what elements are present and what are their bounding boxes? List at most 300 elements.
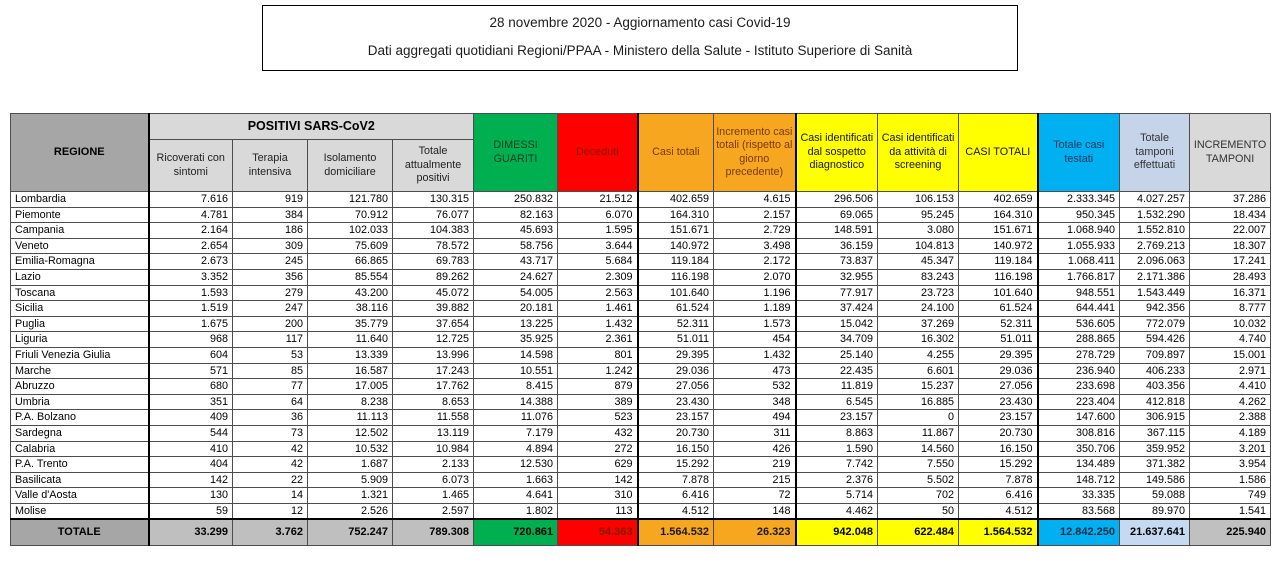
cell-casi-totali: 164.310	[638, 207, 714, 223]
region-name: Emilia-Romagna	[11, 254, 149, 270]
cell-isolamento-domiciliare: 70.912	[308, 207, 393, 223]
cell-ricoverati-con-sintomi: 142	[149, 472, 233, 488]
cell-sospetto-diagnostico: 36.159	[796, 238, 878, 254]
cell-incremento-tamponi: 37.286	[1190, 192, 1271, 208]
cell-casi-totali-riepilogo: 23.157	[959, 410, 1038, 426]
cell-terapia-intensiva: 64	[233, 394, 308, 410]
cell-attivita-screening: 23.723	[878, 285, 959, 301]
region-name: Umbria	[11, 394, 149, 410]
region-name: Marche	[11, 363, 149, 379]
cell-terapia-intensiva: 279	[233, 285, 308, 301]
cell-totale-attualmente-positivi: 37.654	[393, 316, 474, 332]
cell-totale-tamponi: 306.915	[1120, 410, 1190, 426]
region-name: Campania	[11, 223, 149, 239]
cell-totale-casi-testati: 1.766.817	[1038, 269, 1120, 285]
cell-terapia-intensiva: 42	[233, 457, 308, 473]
cell-casi-totali: 140.972	[638, 238, 714, 254]
cell-attivita-screening: 11.867	[878, 425, 959, 441]
totale-cell-totale-casi-testati: 12.842.250	[1038, 519, 1120, 545]
cell-deceduti: 2.361	[558, 332, 638, 348]
cell-incremento-tamponi: 749	[1190, 488, 1271, 504]
region-name: P.A. Trento	[11, 457, 149, 473]
cell-totale-tamponi: 359.952	[1120, 441, 1190, 457]
cell-isolamento-domiciliare: 11.640	[308, 332, 393, 348]
cell-isolamento-domiciliare: 75.609	[308, 238, 393, 254]
cell-isolamento-domiciliare: 121.780	[308, 192, 393, 208]
cell-incremento-casi-totali: 215	[714, 472, 796, 488]
cell-incremento-casi-totali: 3.498	[714, 238, 796, 254]
cell-totale-casi-testati: 1.068.940	[1038, 223, 1120, 239]
cell-incremento-tamponi: 10.032	[1190, 316, 1271, 332]
col-header-totale-casi-testati: Totale casi testati	[1038, 114, 1120, 192]
totale-cell-deceduti: 54.363	[558, 519, 638, 545]
cell-casi-totali-riepilogo: 116.198	[959, 269, 1038, 285]
cell-attivita-screening: 5.502	[878, 472, 959, 488]
cell-dimessi-guariti: 1.663	[474, 472, 558, 488]
cell-isolamento-domiciliare: 8.238	[308, 394, 393, 410]
cell-casi-totali: 29.036	[638, 363, 714, 379]
region-name: Piemonte	[11, 207, 149, 223]
cell-casi-totali: 151.671	[638, 223, 714, 239]
table-row	[11, 441, 1271, 457]
cell-incremento-casi-totali: 348	[714, 394, 796, 410]
cell-sospetto-diagnostico: 8.863	[796, 425, 878, 441]
col-header-totale-tamponi: Totale tamponi effettuati	[1120, 114, 1190, 192]
cell-totale-tamponi: 2.096.063	[1120, 254, 1190, 270]
cell-incremento-tamponi: 15.001	[1190, 347, 1271, 363]
cell-sospetto-diagnostico: 7.742	[796, 457, 878, 473]
region-name: P.A. Bolzano	[11, 410, 149, 426]
cell-incremento-casi-totali: 4.615	[714, 192, 796, 208]
region-name: Veneto	[11, 238, 149, 254]
cell-totale-casi-testati: 1.068.411	[1038, 254, 1120, 270]
cell-totale-tamponi: 1.543.449	[1120, 285, 1190, 301]
table-row	[11, 192, 1271, 208]
cell-incremento-casi-totali: 2.070	[714, 269, 796, 285]
cell-totale-casi-testati: 223.404	[1038, 394, 1120, 410]
cell-sospetto-diagnostico: 25.140	[796, 347, 878, 363]
table-row	[11, 269, 1271, 285]
cell-totale-tamponi: 942.356	[1120, 301, 1190, 317]
cell-casi-totali-riepilogo: 119.184	[959, 254, 1038, 270]
cell-deceduti: 432	[558, 425, 638, 441]
cell-isolamento-domiciliare: 102.033	[308, 223, 393, 239]
cell-casi-totali: 101.640	[638, 285, 714, 301]
cell-incremento-tamponi: 3.954	[1190, 457, 1271, 473]
cell-deceduti: 801	[558, 347, 638, 363]
cell-incremento-casi-totali: 1.573	[714, 316, 796, 332]
cell-isolamento-domiciliare: 1.687	[308, 457, 393, 473]
table-row	[11, 410, 1271, 426]
cell-deceduti: 1.242	[558, 363, 638, 379]
cell-sospetto-diagnostico: 34.709	[796, 332, 878, 348]
cell-isolamento-domiciliare: 5.909	[308, 472, 393, 488]
cell-dimessi-guariti: 14.388	[474, 394, 558, 410]
cell-ricoverati-con-sintomi: 7.616	[149, 192, 233, 208]
cell-casi-totali-riepilogo: 52.311	[959, 316, 1038, 332]
cell-isolamento-domiciliare: 1.321	[308, 488, 393, 504]
cell-incremento-casi-totali: 1.432	[714, 347, 796, 363]
cell-casi-totali-riepilogo: 7.878	[959, 472, 1038, 488]
cell-incremento-tamponi: 1.586	[1190, 472, 1271, 488]
cell-incremento-casi-totali: 426	[714, 441, 796, 457]
table-row	[11, 316, 1271, 332]
region-name: Calabria	[11, 441, 149, 457]
cell-totale-tamponi: 4.027.257	[1120, 192, 1190, 208]
cell-casi-totali-riepilogo: 4.512	[959, 503, 1038, 519]
cell-totale-attualmente-positivi: 6.073	[393, 472, 474, 488]
col-header-ricoverati-con-sintomi: Ricoverati con sintomi	[149, 140, 233, 192]
cell-casi-totali: 51.011	[638, 332, 714, 348]
cell-isolamento-domiciliare: 2.526	[308, 503, 393, 519]
cell-casi-totali: 61.524	[638, 301, 714, 317]
cell-sospetto-diagnostico: 1.590	[796, 441, 878, 457]
col-header-casi-totali-riepilogo: CASI TOTALI	[959, 114, 1038, 192]
totale-cell-totale-attualmente-positivi: 789.308	[393, 519, 474, 545]
cell-totale-attualmente-positivi: 13.996	[393, 347, 474, 363]
totale-cell-isolamento-domiciliare: 752.247	[308, 519, 393, 545]
cell-totale-casi-testati: 33.335	[1038, 488, 1120, 504]
table-row	[11, 207, 1271, 223]
table-row	[11, 363, 1271, 379]
cell-casi-totali-riepilogo: 6.416	[959, 488, 1038, 504]
cell-ricoverati-con-sintomi: 2.164	[149, 223, 233, 239]
col-header-regione: REGIONE	[11, 114, 149, 192]
cell-deceduti: 142	[558, 472, 638, 488]
cell-dimessi-guariti: 14.598	[474, 347, 558, 363]
cell-totale-tamponi: 709.897	[1120, 347, 1190, 363]
col-group-positivi-sars-cov2: POSITIVI SARS-CoV2	[149, 114, 474, 140]
totale-cell-incremento-casi-totali: 26.323	[714, 519, 796, 545]
cell-incremento-tamponi: 16.371	[1190, 285, 1271, 301]
cell-totale-attualmente-positivi: 130.315	[393, 192, 474, 208]
cell-attivita-screening: 45.347	[878, 254, 959, 270]
cell-deceduti: 629	[558, 457, 638, 473]
cell-terapia-intensiva: 77	[233, 379, 308, 395]
cell-incremento-tamponi: 18.434	[1190, 207, 1271, 223]
cell-isolamento-domiciliare: 38.116	[308, 301, 393, 317]
cell-deceduti: 2.309	[558, 269, 638, 285]
region-name: Lazio	[11, 269, 149, 285]
cell-incremento-tamponi: 3.201	[1190, 441, 1271, 457]
cell-sospetto-diagnostico: 148.591	[796, 223, 878, 239]
cell-totale-tamponi: 406.233	[1120, 363, 1190, 379]
table-row	[11, 223, 1271, 239]
cell-casi-totali-riepilogo: 15.292	[959, 457, 1038, 473]
cell-totale-attualmente-positivi: 17.762	[393, 379, 474, 395]
cell-attivita-screening: 16.885	[878, 394, 959, 410]
cell-totale-tamponi: 1.532.290	[1120, 207, 1190, 223]
cell-attivita-screening: 106.153	[878, 192, 959, 208]
cell-incremento-tamponi: 22.007	[1190, 223, 1271, 239]
cell-casi-totali: 23.157	[638, 410, 714, 426]
cell-incremento-casi-totali: 2.157	[714, 207, 796, 223]
cell-dimessi-guariti: 43.717	[474, 254, 558, 270]
cell-totale-casi-testati: 236.940	[1038, 363, 1120, 379]
cell-deceduti: 5.684	[558, 254, 638, 270]
region-name: Molise	[11, 503, 149, 519]
cell-ricoverati-con-sintomi: 351	[149, 394, 233, 410]
cell-sospetto-diagnostico: 5.714	[796, 488, 878, 504]
cell-casi-totali-riepilogo: 23.430	[959, 394, 1038, 410]
cell-casi-totali: 7.878	[638, 472, 714, 488]
region-name: Puglia	[11, 316, 149, 332]
cell-totale-attualmente-positivi: 10.984	[393, 441, 474, 457]
cell-casi-totali-riepilogo: 101.640	[959, 285, 1038, 301]
cell-casi-totali: 20.730	[638, 425, 714, 441]
cell-terapia-intensiva: 384	[233, 207, 308, 223]
col-header-dimessi-guariti: DIMESSI GUARITI	[474, 114, 558, 192]
cell-sospetto-diagnostico: 22.435	[796, 363, 878, 379]
cell-totale-casi-testati: 644.441	[1038, 301, 1120, 317]
cell-terapia-intensiva: 309	[233, 238, 308, 254]
cell-casi-totali: 15.292	[638, 457, 714, 473]
totale-cell-totale-tamponi: 21.637.641	[1120, 519, 1190, 545]
cell-totale-casi-testati: 948.551	[1038, 285, 1120, 301]
cell-terapia-intensiva: 919	[233, 192, 308, 208]
cell-deceduti: 1.595	[558, 223, 638, 239]
region-name: Sicilia	[11, 301, 149, 317]
cell-incremento-tamponi: 18.307	[1190, 238, 1271, 254]
cell-dimessi-guariti: 11.076	[474, 410, 558, 426]
cell-isolamento-domiciliare: 43.200	[308, 285, 393, 301]
cell-isolamento-domiciliare: 35.779	[308, 316, 393, 332]
region-name: Valle d'Aosta	[11, 488, 149, 504]
table-row	[11, 238, 1271, 254]
cell-sospetto-diagnostico: 2.376	[796, 472, 878, 488]
cell-ricoverati-con-sintomi: 4.781	[149, 207, 233, 223]
cell-totale-casi-testati: 950.345	[1038, 207, 1120, 223]
cell-incremento-casi-totali: 473	[714, 363, 796, 379]
cell-ricoverati-con-sintomi: 1.593	[149, 285, 233, 301]
cell-totale-attualmente-positivi: 2.597	[393, 503, 474, 519]
table-row	[11, 301, 1271, 317]
cell-deceduti: 6.070	[558, 207, 638, 223]
cell-deceduti: 523	[558, 410, 638, 426]
cell-dimessi-guariti: 1.802	[474, 503, 558, 519]
cell-incremento-tamponi: 1.541	[1190, 503, 1271, 519]
cell-casi-totali-riepilogo: 16.150	[959, 441, 1038, 457]
cell-attivita-screening: 7.550	[878, 457, 959, 473]
cell-totale-casi-testati: 134.489	[1038, 457, 1120, 473]
cell-isolamento-domiciliare: 16.587	[308, 363, 393, 379]
cell-ricoverati-con-sintomi: 410	[149, 441, 233, 457]
cell-sospetto-diagnostico: 296.506	[796, 192, 878, 208]
cell-terapia-intensiva: 85	[233, 363, 308, 379]
cell-casi-totali-riepilogo: 51.011	[959, 332, 1038, 348]
cell-totale-casi-testati: 308.816	[1038, 425, 1120, 441]
cell-dimessi-guariti: 82.163	[474, 207, 558, 223]
cell-incremento-tamponi: 2.971	[1190, 363, 1271, 379]
cell-deceduti: 2.563	[558, 285, 638, 301]
cell-terapia-intensiva: 36	[233, 410, 308, 426]
cell-dimessi-guariti: 35.925	[474, 332, 558, 348]
cell-dimessi-guariti: 45.693	[474, 223, 558, 239]
cell-terapia-intensiva: 200	[233, 316, 308, 332]
table-row	[11, 425, 1271, 441]
region-name: Lombardia	[11, 192, 149, 208]
cell-casi-totali-riepilogo: 29.036	[959, 363, 1038, 379]
region-name: Liguria	[11, 332, 149, 348]
cell-totale-tamponi: 367.115	[1120, 425, 1190, 441]
cell-casi-totali-riepilogo: 140.972	[959, 238, 1038, 254]
cell-totale-casi-testati: 147.600	[1038, 410, 1120, 426]
totale-cell-ricoverati-con-sintomi: 33.299	[149, 519, 233, 545]
cell-ricoverati-con-sintomi: 680	[149, 379, 233, 395]
totale-label: TOTALE	[11, 519, 149, 545]
totale-cell-casi-totali: 1.564.532	[638, 519, 714, 545]
cell-casi-totali: 27.056	[638, 379, 714, 395]
cell-totale-attualmente-positivi: 8.653	[393, 394, 474, 410]
cell-totale-casi-testati: 288.865	[1038, 332, 1120, 348]
cell-deceduti: 1.461	[558, 301, 638, 317]
cell-incremento-casi-totali: 148	[714, 503, 796, 519]
col-header-casi-totali: Casi totali	[638, 114, 714, 192]
cell-attivita-screening: 83.243	[878, 269, 959, 285]
cell-ricoverati-con-sintomi: 130	[149, 488, 233, 504]
cell-ricoverati-con-sintomi: 409	[149, 410, 233, 426]
title-date-line: 28 novembre 2020 - Aggiornamento casi Covid-19	[489, 15, 791, 30]
cell-dimessi-guariti: 24.627	[474, 269, 558, 285]
cell-totale-tamponi: 89.970	[1120, 503, 1190, 519]
cell-totale-tamponi: 371.382	[1120, 457, 1190, 473]
col-header-sospetto-diagnostico: Casi identificati dal sospetto diagnostico	[796, 114, 878, 192]
cell-incremento-casi-totali: 311	[714, 425, 796, 441]
totale-cell-incremento-tamponi: 225.940	[1190, 519, 1271, 545]
cell-casi-totali: 116.198	[638, 269, 714, 285]
cell-attivita-screening: 4.255	[878, 347, 959, 363]
col-header-isolamento-domiciliare: Isolamento domiciliare	[308, 140, 393, 192]
cell-dimessi-guariti: 20.181	[474, 301, 558, 317]
region-name: Friuli Venezia Giulia	[11, 347, 149, 363]
cell-casi-totali-riepilogo: 27.056	[959, 379, 1038, 395]
cell-casi-totali-riepilogo: 151.671	[959, 223, 1038, 239]
cell-terapia-intensiva: 22	[233, 472, 308, 488]
cell-totale-tamponi: 403.356	[1120, 379, 1190, 395]
cell-incremento-casi-totali: 494	[714, 410, 796, 426]
cell-incremento-casi-totali: 2.729	[714, 223, 796, 239]
cell-attivita-screening: 14.560	[878, 441, 959, 457]
cell-dimessi-guariti: 7.179	[474, 425, 558, 441]
cell-incremento-tamponi: 4.740	[1190, 332, 1271, 348]
table-header	[11, 114, 1271, 192]
totale-cell-casi-totali-riepilogo: 1.564.532	[959, 519, 1038, 545]
cell-sospetto-diagnostico: 37.424	[796, 301, 878, 317]
cell-casi-totali: 119.184	[638, 254, 714, 270]
cell-ricoverati-con-sintomi: 59	[149, 503, 233, 519]
cell-totale-tamponi: 2.171.386	[1120, 269, 1190, 285]
table-row	[11, 285, 1271, 301]
col-header-deceduti: Deceduti	[558, 114, 638, 192]
cell-sospetto-diagnostico: 15.042	[796, 316, 878, 332]
cell-incremento-casi-totali: 72	[714, 488, 796, 504]
cell-dimessi-guariti: 8.415	[474, 379, 558, 395]
cell-deceduti: 879	[558, 379, 638, 395]
cell-attivita-screening: 0	[878, 410, 959, 426]
cell-casi-totali: 4.512	[638, 503, 714, 519]
cell-totale-casi-testati: 536.605	[1038, 316, 1120, 332]
table-row	[11, 503, 1271, 519]
title-box	[262, 5, 1018, 71]
table-row	[11, 457, 1271, 473]
cell-deceduti: 1.432	[558, 316, 638, 332]
cell-dimessi-guariti: 12.530	[474, 457, 558, 473]
cell-totale-casi-testati: 83.568	[1038, 503, 1120, 519]
cell-terapia-intensiva: 14	[233, 488, 308, 504]
cell-incremento-casi-totali: 2.172	[714, 254, 796, 270]
cell-casi-totali: 402.659	[638, 192, 714, 208]
cell-totale-attualmente-positivi: 1.465	[393, 488, 474, 504]
cell-attivita-screening: 702	[878, 488, 959, 504]
cell-dimessi-guariti: 13.225	[474, 316, 558, 332]
cell-casi-totali: 23.430	[638, 394, 714, 410]
cell-totale-casi-testati: 278.729	[1038, 347, 1120, 363]
cell-totale-casi-testati: 148.712	[1038, 472, 1120, 488]
cell-totale-attualmente-positivi: 78.572	[393, 238, 474, 254]
cell-terapia-intensiva: 73	[233, 425, 308, 441]
cell-totale-attualmente-positivi: 45.072	[393, 285, 474, 301]
cell-deceduti: 310	[558, 488, 638, 504]
cell-totale-casi-testati: 1.055.933	[1038, 238, 1120, 254]
cell-sospetto-diagnostico: 4.462	[796, 503, 878, 519]
title-source-line: Dati aggregati quotidiani Regioni/PPAA - Ministero della Salute - Istituto Superiore di Sanità	[367, 43, 913, 58]
cell-totale-attualmente-positivi: 11.558	[393, 410, 474, 426]
cell-terapia-intensiva: 12	[233, 503, 308, 519]
totale-row	[11, 519, 1271, 545]
cell-ricoverati-con-sintomi: 968	[149, 332, 233, 348]
totale-cell-sospetto-diagnostico: 942.048	[796, 519, 878, 545]
cell-casi-totali-riepilogo: 20.730	[959, 425, 1038, 441]
table-row	[11, 472, 1271, 488]
cell-attivita-screening: 37.269	[878, 316, 959, 332]
region-name: Sardegna	[11, 425, 149, 441]
cell-attivita-screening: 50	[878, 503, 959, 519]
cell-dimessi-guariti: 54.005	[474, 285, 558, 301]
cell-isolamento-domiciliare: 11.113	[308, 410, 393, 426]
cell-sospetto-diagnostico: 32.955	[796, 269, 878, 285]
cell-totale-attualmente-positivi: 104.383	[393, 223, 474, 239]
cell-casi-totali: 29.395	[638, 347, 714, 363]
cell-dimessi-guariti: 4.894	[474, 441, 558, 457]
cell-totale-tamponi: 594.426	[1120, 332, 1190, 348]
cell-sospetto-diagnostico: 73.837	[796, 254, 878, 270]
cell-sospetto-diagnostico: 69.065	[796, 207, 878, 223]
table-body	[11, 192, 1271, 546]
cell-totale-attualmente-positivi: 39.882	[393, 301, 474, 317]
cell-deceduti: 3.644	[558, 238, 638, 254]
cell-attivita-screening: 24.100	[878, 301, 959, 317]
cell-incremento-tamponi: 2.388	[1190, 410, 1271, 426]
cell-totale-casi-testati: 2.333.345	[1038, 192, 1120, 208]
cell-deceduti: 113	[558, 503, 638, 519]
cell-ricoverati-con-sintomi: 3.352	[149, 269, 233, 285]
region-name: Abruzzo	[11, 379, 149, 395]
cell-terapia-intensiva: 245	[233, 254, 308, 270]
col-header-terapia-intensiva: Terapia intensiva	[233, 140, 308, 192]
cell-dimessi-guariti: 250.832	[474, 192, 558, 208]
cell-casi-totali-riepilogo: 164.310	[959, 207, 1038, 223]
table-row	[11, 394, 1271, 410]
cell-incremento-tamponi: 28.493	[1190, 269, 1271, 285]
cell-terapia-intensiva: 42	[233, 441, 308, 457]
cell-totale-attualmente-positivi: 89.262	[393, 269, 474, 285]
cell-totale-casi-testati: 350.706	[1038, 441, 1120, 457]
cell-attivita-screening: 104.813	[878, 238, 959, 254]
cell-ricoverati-con-sintomi: 544	[149, 425, 233, 441]
cell-ricoverati-con-sintomi: 604	[149, 347, 233, 363]
cell-casi-totali-riepilogo: 29.395	[959, 347, 1038, 363]
cell-casi-totali-riepilogo: 402.659	[959, 192, 1038, 208]
